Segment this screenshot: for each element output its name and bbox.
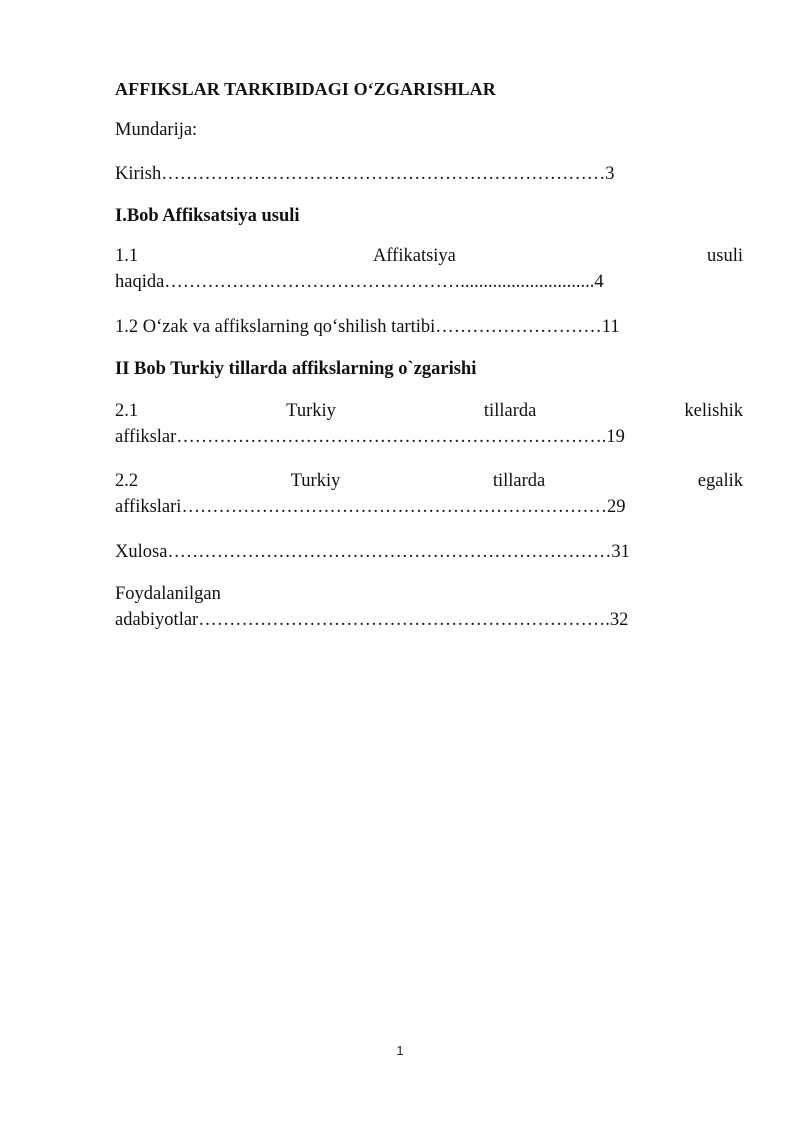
toc-entry-references-line1: Foydalanilgan xyxy=(115,584,221,604)
page-number: 1 xyxy=(396,1043,404,1058)
document-title: AFFIKSLAR TARKIBIDAGI O‘ZGARISHLAR xyxy=(115,79,496,99)
toc-entry-2-1-number: 2.1 xyxy=(115,401,139,421)
toc-entry-2-1-line1 xyxy=(115,400,743,422)
toc-entry-2-2-number: 2.2 xyxy=(115,471,139,491)
toc-entry-2-2-line1 xyxy=(115,470,743,492)
toc-entry-1-2: 1.2 O‘zak va affikslarning qo‘shilish tartibi………………………11 xyxy=(115,317,620,337)
toc-entry-2-2-word: tillarda xyxy=(492,471,546,491)
toc-entry-1-1-number: 1.1 xyxy=(115,246,139,266)
toc-entry-2-2-word: Turkiy xyxy=(290,471,341,491)
toc-entry-1-1-word: Affikatsiya xyxy=(373,246,456,266)
toc-entry-introduction: Kirish………………………………………………………………3 xyxy=(115,164,615,184)
toc-entry-2-2-word: egalik xyxy=(697,471,743,491)
toc-entry-references-line2: adabiyotlar………………………………………………………….32 xyxy=(115,610,629,630)
contents-heading: Mundarija: xyxy=(115,120,198,140)
toc-entry-conclusion: Xulosa………………………………………………………………31 xyxy=(115,542,630,562)
document-page xyxy=(115,0,743,1131)
toc-entry-1-1-line2: haqida………………………………………….............................4 xyxy=(115,272,604,292)
toc-entry-2-1-word: kelishik xyxy=(684,401,743,421)
toc-chapter-1-heading: I.Bob Affiksatsiya usuli xyxy=(115,206,300,226)
toc-chapter-2-heading: II Bob Turkiy tillarda affikslarning o`zgarishi xyxy=(115,359,477,379)
toc-entry-2-1-word: tillarda xyxy=(483,401,537,421)
toc-entry-2-1-line2: affikslar…………………………………………………………….19 xyxy=(115,427,625,447)
toc-entry-2-1-word: Turkiy xyxy=(286,401,336,421)
toc-entry-2-2-line2: affikslari……………………………………………………………29 xyxy=(115,497,626,517)
toc-entry-1-1-word: usuli xyxy=(707,246,743,266)
